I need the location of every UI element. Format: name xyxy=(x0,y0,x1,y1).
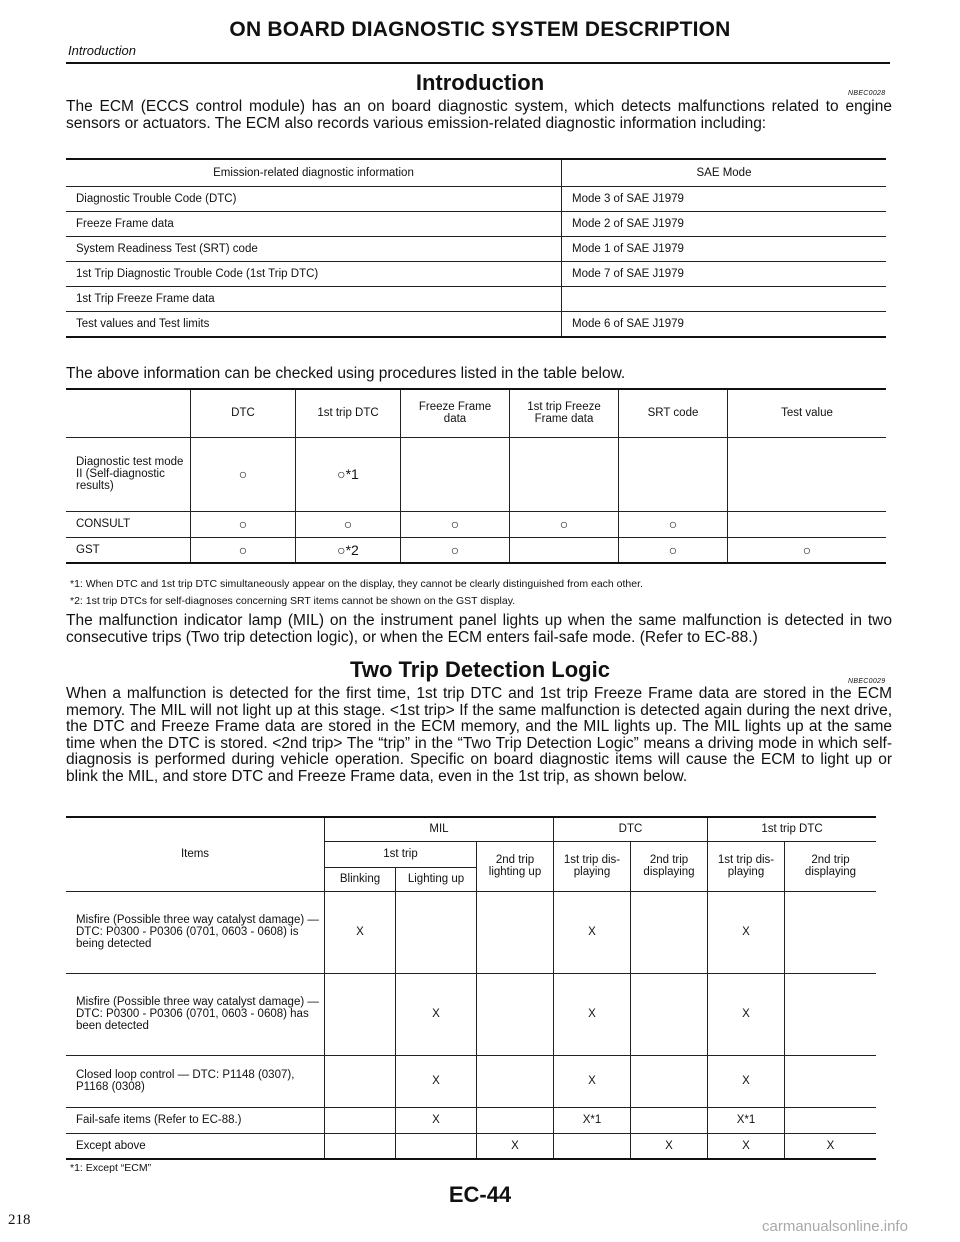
table1-cell-mode: Mode 3 of SAE J1979 xyxy=(562,187,887,212)
table3-cell xyxy=(631,973,708,1055)
table3-cell: X xyxy=(396,973,477,1055)
table3-header-1stdtc-2nd-trip: 2nd trip displaying xyxy=(785,841,877,891)
table3-cell xyxy=(477,973,554,1055)
sae-mode-table xyxy=(66,158,886,338)
table2-header-dtc: DTC xyxy=(191,389,296,437)
table1-cell-mode: Mode 2 of SAE J1979 xyxy=(562,212,887,237)
table1-cell-info: 1st Trip Diagnostic Trouble Code (1st Trip DTC) xyxy=(66,262,562,287)
table2-cell xyxy=(619,437,728,511)
table3-note: *1: Except “ECM” xyxy=(70,1162,152,1174)
two-trip-code: NBEC0029 xyxy=(848,678,886,685)
table3-cell: X xyxy=(708,1055,785,1107)
table-row xyxy=(66,1055,876,1107)
table3-header-1stdtc-1st-trip: 1st trip dis-playing xyxy=(708,841,785,891)
table-row xyxy=(66,312,886,338)
table3-row-label: Misfire (Possible three way catalyst damage) — DTC: P0300 - P0306 (0701, 0603 - 0608) has been detected xyxy=(66,973,325,1055)
table2-note-2: *2: 1st trip DTCs for self-diagnoses concerning SRT items cannot be shown on the GST display. xyxy=(70,595,516,607)
table-row xyxy=(66,212,886,237)
table2-cell: ○*2 xyxy=(296,537,401,563)
table3-header-dtc-1st-trip: 1st trip dis-playing xyxy=(554,841,631,891)
table2-row-label: GST xyxy=(76,543,100,556)
watermark: carmanualsonline.info xyxy=(762,1218,908,1235)
table3-cell xyxy=(325,1107,396,1133)
table3-cell: X xyxy=(708,973,785,1055)
table1-cell-info: Diagnostic Trouble Code (DTC) xyxy=(66,187,562,212)
table2-cell: ○ xyxy=(728,537,887,563)
table3-header-blinking: Blinking xyxy=(325,867,396,891)
table3-cell: X xyxy=(554,973,631,1055)
table3-header-dtc-2nd-trip: 2nd trip displaying xyxy=(631,841,708,891)
mil-paragraph: The malfunction indicator lamp (MIL) on the instrument panel lights up when the same malfunction is detected in two consecutive trips (Two trip detection logic), or when the ECM enters fail-safe mode. (Refer to EC-88.) xyxy=(66,612,892,646)
check-method-table xyxy=(66,388,886,564)
table-row xyxy=(66,262,886,287)
table2-row-label: Diagnostic test mode II (Self-diagnostic results) xyxy=(66,437,191,511)
table2-cell xyxy=(728,511,887,537)
table2-cell xyxy=(510,537,619,563)
table3-header-lighting-up: Lighting up xyxy=(396,867,477,891)
table2-cell: ○ xyxy=(619,511,728,537)
table2-header-blank xyxy=(66,389,191,437)
table3-row-label: Misfire (Possible three way catalyst damage) — DTC: P0300 - P0306 (0701, 0603 - 0608) is being detected xyxy=(66,891,325,973)
table2-cell: ○ xyxy=(191,537,296,563)
table1-cell-mode: Mode 7 of SAE J1979 xyxy=(562,262,887,287)
table2-header-test-value: Test value xyxy=(728,389,887,437)
table-row xyxy=(66,287,886,312)
table1-cell-info: Freeze Frame data xyxy=(66,212,562,237)
table3-header-dtc: DTC xyxy=(554,817,708,841)
table3-cell xyxy=(631,1107,708,1133)
table1-cell-mode: Mode 6 of SAE J1979 xyxy=(562,312,887,338)
table3-cell xyxy=(477,1055,554,1107)
table1-header-info: Emission-related diagnostic information xyxy=(66,159,562,187)
table3-cell: X xyxy=(554,891,631,973)
intro-code: NBEC0028 xyxy=(848,90,886,97)
table3-cell xyxy=(325,973,396,1055)
intro-heading: Introduction xyxy=(415,70,545,95)
table3-cell xyxy=(477,891,554,973)
two-trip-table xyxy=(66,816,876,1160)
table-row xyxy=(66,1107,876,1133)
table3-cell: X*1 xyxy=(708,1107,785,1133)
table3-cell: X xyxy=(325,891,396,973)
table3-cell xyxy=(325,1133,396,1159)
table2-cell: ○ xyxy=(296,511,401,537)
table-row xyxy=(66,1133,876,1159)
page-number: 218 xyxy=(8,1212,31,1228)
two-trip-paragraph: When a malfunction is detected for the first time, 1st trip DTC and 1st trip Freeze Frame data are stored in the ECM memory. The MIL will not light up at this stage. <1st trip> If the same malfunction is detected again during the next drive, the DTC and Freeze Frame data are stored in the ECM memory, and the MIL lights up. The MIL lights up at the same time when the DTC is stored. <2nd trip> The “trip” in the “Two Trip Detection Logic” means a driving mode in which self-diagnosis is performed during vehicle operation. Specific on board diagnostic items will cause the ECM to light up or blink the MIL, and store DTC and Freeze Frame data, even in the 1st trip, as shown below. xyxy=(66,685,892,785)
table3-cell xyxy=(477,1107,554,1133)
table3-cell xyxy=(631,1055,708,1107)
table3-cell xyxy=(785,891,877,973)
page-title: ON BOARD DIAGNOSTIC SYSTEM DESCRIPTION xyxy=(229,18,731,41)
table3-cell: X xyxy=(631,1133,708,1159)
table1-header-mode: SAE Mode xyxy=(562,159,887,187)
table-row xyxy=(66,511,886,537)
table2-cell: ○ xyxy=(401,537,510,563)
table3-header-2nd-trip-lighting: 2nd trip lighting up xyxy=(477,841,554,891)
table2-row-label: CONSULT xyxy=(66,511,191,537)
table2-header-1st-trip-dtc: 1st trip DTC xyxy=(296,389,401,437)
table-row xyxy=(66,891,876,973)
table3-row-label: Fail-safe items (Refer to EC-88.) xyxy=(66,1107,325,1133)
table3-cell xyxy=(325,1055,396,1107)
table3-cell: X xyxy=(396,1055,477,1107)
table2-header-1st-trip-freeze: 1st trip Freeze Frame data xyxy=(510,389,619,437)
page-code: EC-44 xyxy=(448,1182,512,1207)
two-trip-heading: Two Trip Detection Logic xyxy=(350,657,610,682)
table2-cell: ○ xyxy=(510,511,619,537)
table-row xyxy=(66,237,886,262)
table3-header-1st-trip: 1st trip xyxy=(325,841,477,867)
table3-cell: X xyxy=(477,1133,554,1159)
table3-cell xyxy=(554,1133,631,1159)
table3-cell xyxy=(785,973,877,1055)
table-row xyxy=(66,973,876,1055)
table3-row-label: Except above xyxy=(66,1133,325,1159)
table3-row-label: Closed loop control — DTC: P1148 (0307), P1168 (0308) xyxy=(66,1055,325,1107)
table2-cell: ○ xyxy=(619,537,728,563)
table-row xyxy=(66,537,886,563)
table-row xyxy=(66,437,886,511)
table2-cell: ○*1 xyxy=(296,437,401,511)
table2-cell: ○ xyxy=(401,511,510,537)
table2-header-freeze-frame: Freeze Frame data xyxy=(401,389,510,437)
table3-cell xyxy=(785,1107,877,1133)
table2-header-srt: SRT code xyxy=(619,389,728,437)
table1-cell-mode: Mode 1 of SAE J1979 xyxy=(562,237,887,262)
table1-cell-mode xyxy=(562,287,887,312)
table2-cell xyxy=(728,437,887,511)
table3-cell: X xyxy=(708,891,785,973)
table3-cell: X xyxy=(708,1133,785,1159)
table3-cell: X xyxy=(785,1133,877,1159)
header-divider xyxy=(66,62,890,64)
table3-cell xyxy=(396,891,477,973)
table-row xyxy=(66,187,886,212)
table2-note-1: *1: When DTC and 1st trip DTC simultaneously appear on the display, they cannot be clearly distinguished from each other. xyxy=(70,578,643,590)
table3-cell: X*1 xyxy=(554,1107,631,1133)
table1-cell-info: System Readiness Test (SRT) code xyxy=(66,237,562,262)
table2-cell xyxy=(401,437,510,511)
table2-cell: ○ xyxy=(191,511,296,537)
table3-cell xyxy=(631,891,708,973)
table2-cell: ○ xyxy=(191,437,296,511)
table3-cell: X xyxy=(554,1055,631,1107)
section-label: Introduction xyxy=(68,43,136,58)
table3-cell xyxy=(396,1133,477,1159)
table3-cell xyxy=(785,1055,877,1107)
table1-cell-info: Test values and Test limits xyxy=(76,318,210,330)
intro-paragraph: The ECM (ECCS control module) has an on board diagnostic system, which detects malfunctions related to engine sensors or actuators. The ECM also records various emission-related diagnostic information including: xyxy=(66,98,892,132)
table3-header-items: Items xyxy=(66,817,325,891)
table2-cell xyxy=(510,437,619,511)
table3-header-1st-trip-dtc: 1st trip DTC xyxy=(708,817,877,841)
table3-cell: X xyxy=(396,1107,477,1133)
checked-text: The above information can be checked using procedures listed in the table below. xyxy=(66,365,626,382)
table3-header-mil: MIL xyxy=(325,817,554,841)
table1-cell-info: 1st Trip Freeze Frame data xyxy=(66,287,562,312)
